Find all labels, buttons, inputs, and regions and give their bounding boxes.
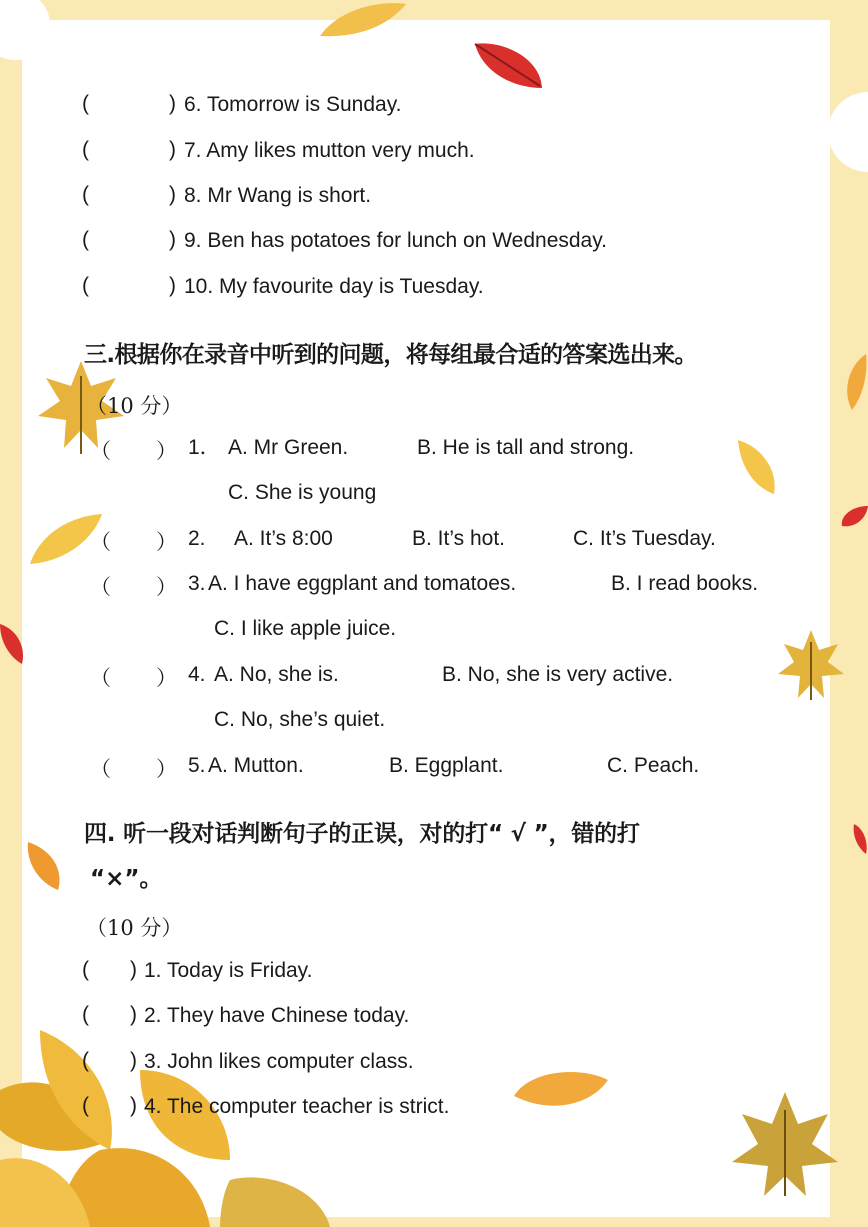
leaf-red-right-edge-icon (852, 822, 868, 856)
answer-paren-open[interactable]: ( (82, 228, 89, 251)
leaf-red-top-icon (470, 36, 550, 96)
option-c: C. No, she’s quiet. (214, 708, 386, 731)
section3-title: 三.根据你在录音中听到的问题，将每组最合适的答案选出来。 (84, 342, 697, 368)
statement-text: 2. They have Chinese today. (144, 1004, 410, 1027)
answer-paren-close: ） (156, 758, 177, 781)
answer-paren-open[interactable]: ( (82, 183, 89, 206)
answer-paren-close: ) (169, 274, 176, 297)
leaf-orange-left-icon (24, 840, 64, 892)
answer-paren-close: ) (169, 92, 176, 115)
answer-paren-open[interactable]: （ (90, 576, 111, 599)
answer-paren-close: ) (130, 1049, 137, 1072)
answer-paren-close: ) (169, 183, 176, 206)
option-b: B. It’s hot. (412, 527, 505, 550)
answer-paren-close: ） (156, 531, 177, 554)
leaf-red-left-icon (0, 622, 26, 666)
answer-paren-open[interactable]: （ (90, 531, 111, 554)
answer-paren-open[interactable]: ( (82, 138, 89, 161)
answer-paren-close: ) (130, 958, 137, 981)
question-number: 2. (188, 527, 206, 550)
option-a: A. Mr Green. (228, 436, 349, 459)
answer-paren-close: ） (156, 667, 177, 690)
answer-paren-open[interactable]: ( (82, 92, 89, 115)
option-a: A. It’s 8:00 (234, 527, 333, 550)
section3-score: （10 分） (86, 394, 183, 418)
statement-text: 6. Tomorrow is Sunday. (184, 93, 402, 116)
leaf-gold-right-icon (734, 438, 780, 496)
leaf-orange-right-icon (838, 352, 868, 412)
statement-text: 10. My favourite day is Tuesday. (184, 275, 484, 298)
answer-paren-close: ） (156, 440, 177, 463)
option-c: C. She is young (228, 481, 377, 504)
leaf-maple-bottom-right-icon (730, 1088, 840, 1198)
statement-text: 1. Today is Friday. (144, 959, 313, 982)
answer-paren-open[interactable]: （ (90, 758, 111, 781)
option-a: A. Mutton. (208, 754, 304, 777)
option-b: B. No, she is very active. (442, 663, 674, 686)
leaf-gold-top-icon (318, 0, 408, 40)
question-number: 3. (188, 572, 206, 595)
answer-paren-open[interactable]: ( (82, 1003, 89, 1026)
section4-title-line2: “×”。 (90, 866, 163, 892)
statement-text: 8. Mr Wang is short. (184, 184, 372, 207)
answer-paren-open[interactable]: （ (90, 440, 111, 463)
leaf-orange-bottom-icon (510, 1066, 610, 1116)
statement-text: 3. John likes computer class. (144, 1050, 414, 1073)
question-number: 5. (188, 754, 206, 777)
decor-circle-right (828, 92, 868, 172)
statement-text: 9. Ben has potatoes for lunch on Wednesday. (184, 229, 608, 252)
statement-text: 4. The computer teacher is strict. (144, 1095, 450, 1118)
question-number: 1． (188, 436, 221, 459)
answer-paren-close: ) (130, 1094, 137, 1117)
question-number: 4. (188, 663, 206, 686)
option-a: A. I have eggplant and tomatoes. (208, 572, 517, 595)
answer-paren-close: ) (169, 228, 176, 251)
option-a: A. No, she is. (214, 663, 339, 686)
answer-paren-open[interactable]: ( (82, 274, 89, 297)
section4-score: （10 分） (86, 916, 183, 940)
answer-paren-close: ) (169, 138, 176, 161)
section4-title-line1: 四. 听一段对话判断句子的正误，对的打“ √ ”，错的打 (84, 821, 640, 847)
answer-paren-open[interactable]: ( (82, 1094, 89, 1117)
answer-paren-open[interactable]: （ (90, 667, 111, 690)
answer-paren-close: ) (130, 1003, 137, 1026)
option-b: B. I read books. (611, 572, 759, 595)
option-b: B. He is tall and strong. (417, 436, 635, 459)
leaf-red-right-icon (838, 502, 868, 530)
option-c: C. Peach. (607, 754, 700, 777)
option-c: C. It’s Tuesday. (573, 527, 716, 550)
option-b: B. Eggplant. (389, 754, 504, 777)
answer-paren-close: ） (156, 576, 177, 599)
statement-text: 7. Amy likes mutton very much. (184, 139, 475, 162)
answer-paren-open[interactable]: ( (82, 958, 89, 981)
answer-paren-open[interactable]: ( (82, 1049, 89, 1072)
leaf-maple-right-icon (776, 626, 846, 702)
option-c: C. I like apple juice. (214, 617, 397, 640)
